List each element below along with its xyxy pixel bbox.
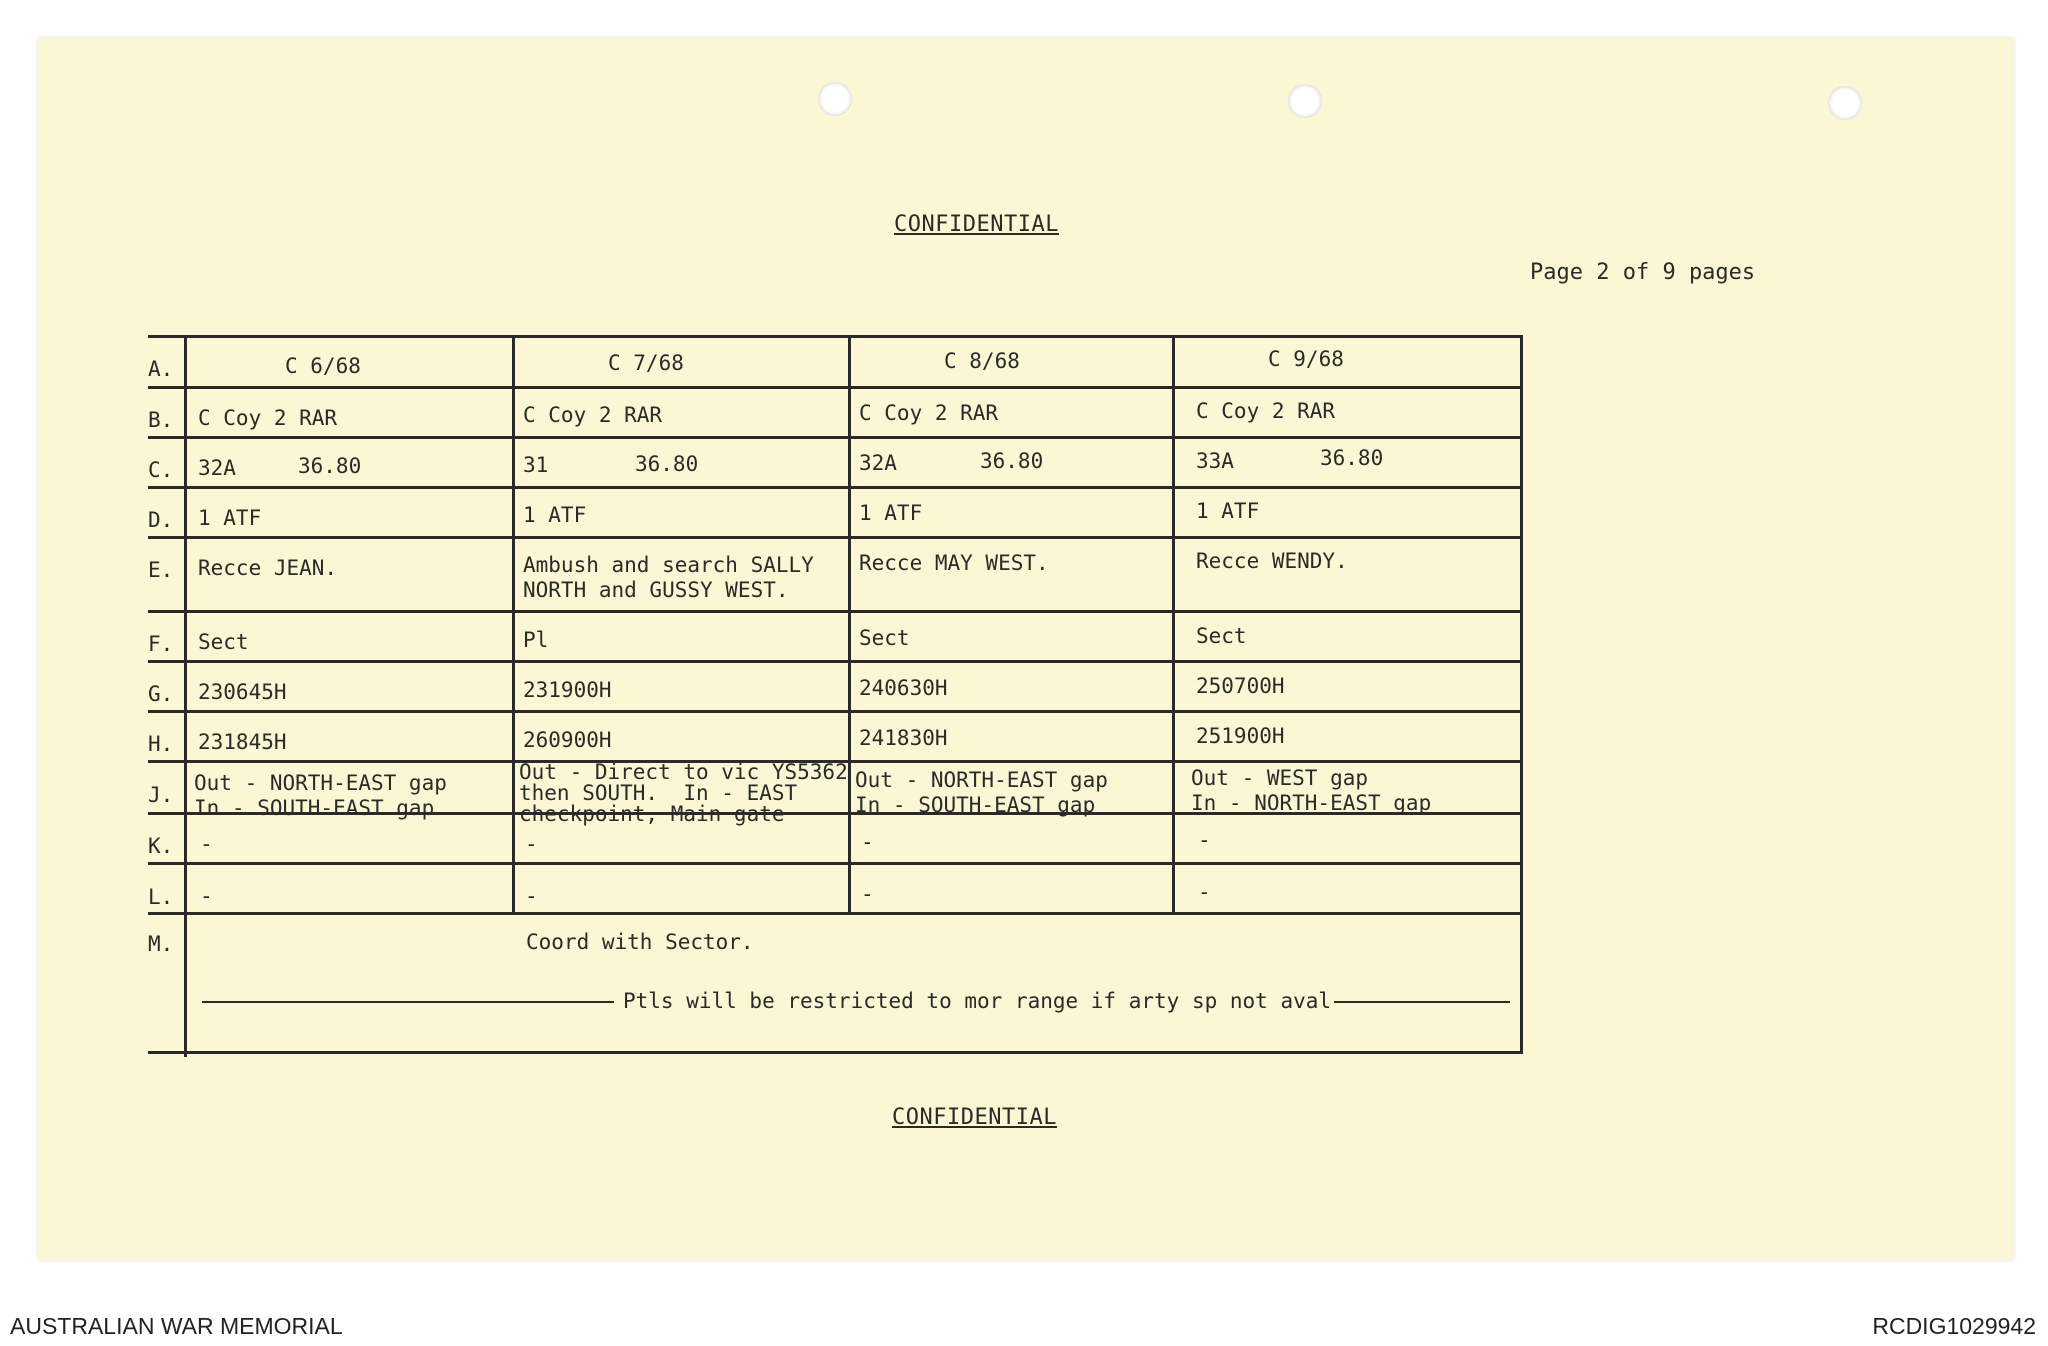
cell-j-2: Out - Direct to vic YS5362 then SOUTH. In - EAST checkpoint, Main gate: [519, 760, 848, 826]
cell-k-4: -: [1198, 828, 1211, 852]
row-label-b: B.: [148, 408, 174, 432]
cell-f-1: Sect: [198, 630, 249, 654]
punch-hole: [1288, 84, 1322, 118]
table-divider: [148, 486, 1520, 489]
archive-credit: AUSTRALIAN WAR MEMORIAL: [10, 1313, 343, 1339]
cell-l-1: -: [200, 884, 213, 908]
cell-d-1: 1 ATF: [198, 506, 262, 530]
table-divider: [148, 710, 1520, 713]
row-label-g: G.: [148, 682, 174, 706]
cell-c-map-1: 32A: [198, 456, 236, 480]
cell-c-grid-4: 36.80: [1320, 446, 1384, 470]
remark-coord: Coord with Sector.: [526, 930, 754, 954]
cell-b-3: C Coy 2 RAR: [859, 401, 999, 425]
cell-l-4: -: [1198, 880, 1211, 904]
cell-j-3: Out - NORTH-EAST gap In - SOUTH-EAST gap: [855, 768, 1108, 817]
footer-classification: CONFIDENTIAL: [892, 1105, 1057, 1130]
row-label-j: J.: [148, 783, 174, 807]
cell-l-2: -: [525, 884, 538, 908]
cell-b-4: C Coy 2 RAR: [1196, 399, 1336, 423]
table-divider: [1172, 338, 1175, 913]
cell-g-2: 231900H: [523, 678, 612, 702]
cell-j-4: Out - WEST gap In - NORTH-EAST gap: [1191, 766, 1432, 815]
cell-c-map-2: 31: [523, 453, 549, 477]
cell-e-1: Recce JEAN.: [198, 556, 338, 580]
table-divider: [148, 610, 1520, 613]
row-label-k: K.: [148, 834, 174, 858]
header-classification: CONFIDENTIAL: [894, 212, 1059, 237]
cell-c-map-3: 32A: [859, 451, 897, 475]
cell-k-3: -: [861, 830, 874, 854]
punch-hole: [818, 82, 852, 116]
row-label-m: M.: [148, 932, 174, 956]
table-divider: [148, 912, 1520, 915]
cell-l-3: -: [861, 882, 874, 906]
table-divider: [512, 338, 515, 913]
remark-rule-right: [1334, 1001, 1510, 1003]
cell-f-4: Sect: [1196, 624, 1247, 648]
punch-hole: [1828, 86, 1862, 120]
cell-c-grid-2: 36.80: [635, 452, 699, 476]
row-label-e: E.: [148, 558, 174, 582]
table-divider: [148, 386, 1520, 389]
row-label-d: D.: [148, 508, 174, 532]
row-label-c: C.: [148, 458, 174, 482]
cell-h-3: 241830H: [859, 726, 948, 750]
cell-c-map-4: 33A: [1196, 449, 1234, 473]
row-label-l: L.: [148, 885, 174, 909]
cell-h-2: 260900H: [523, 728, 612, 752]
cell-c-grid-1: 36.80: [298, 454, 362, 478]
cell-b-1: C Coy 2 RAR: [198, 406, 338, 430]
table-divider: [148, 436, 1520, 439]
cell-k-2: -: [525, 832, 538, 856]
cell-e-2: Ambush and search SALLY NORTH and GUSSY WEST.: [523, 553, 814, 602]
table-divider: [148, 862, 1520, 865]
table-divider: [184, 338, 187, 1057]
table-divider: [148, 536, 1520, 539]
row-label-f: F.: [148, 632, 174, 656]
cell-a-4: C 9/68: [1268, 347, 1344, 371]
cell-g-4: 250700H: [1196, 674, 1285, 698]
cell-d-4: 1 ATF: [1196, 499, 1260, 523]
cell-f-3: Sect: [859, 626, 910, 650]
table-divider: [148, 660, 1520, 663]
row-label-a: A.: [148, 357, 174, 381]
cell-a-3: C 8/68: [944, 349, 1020, 373]
remark-rule-left: [202, 1001, 614, 1003]
cell-b-2: C Coy 2 RAR: [523, 403, 663, 427]
cell-f-2: Pl: [523, 628, 549, 652]
archive-id: RCDIG1029942: [1872, 1313, 2036, 1339]
cell-c-grid-3: 36.80: [980, 449, 1044, 473]
cell-a-2: C 7/68: [608, 351, 684, 375]
cell-d-3: 1 ATF: [859, 501, 923, 525]
cell-a-1: C 6/68: [285, 354, 361, 378]
table-divider: [848, 338, 851, 913]
cell-g-3: 240630H: [859, 676, 948, 700]
page-number: Page 2 of 9 pages: [1530, 260, 1756, 285]
cell-h-1: 231845H: [198, 730, 287, 754]
cell-j-1: Out - NORTH-EAST gap In - SOUTH-EAST gap: [194, 771, 447, 820]
cell-h-4: 251900H: [1196, 724, 1285, 748]
cell-k-1: -: [200, 832, 213, 856]
cell-d-2: 1 ATF: [523, 503, 587, 527]
cell-g-1: 230645H: [198, 680, 287, 704]
patrol-table: [148, 335, 1523, 1054]
remark-restriction: Ptls will be restricted to mor range if arty sp not aval: [623, 989, 1332, 1013]
cell-e-4: Recce WENDY.: [1196, 549, 1348, 573]
cell-e-3: Recce MAY WEST.: [859, 551, 1049, 575]
row-label-h: H.: [148, 732, 174, 756]
